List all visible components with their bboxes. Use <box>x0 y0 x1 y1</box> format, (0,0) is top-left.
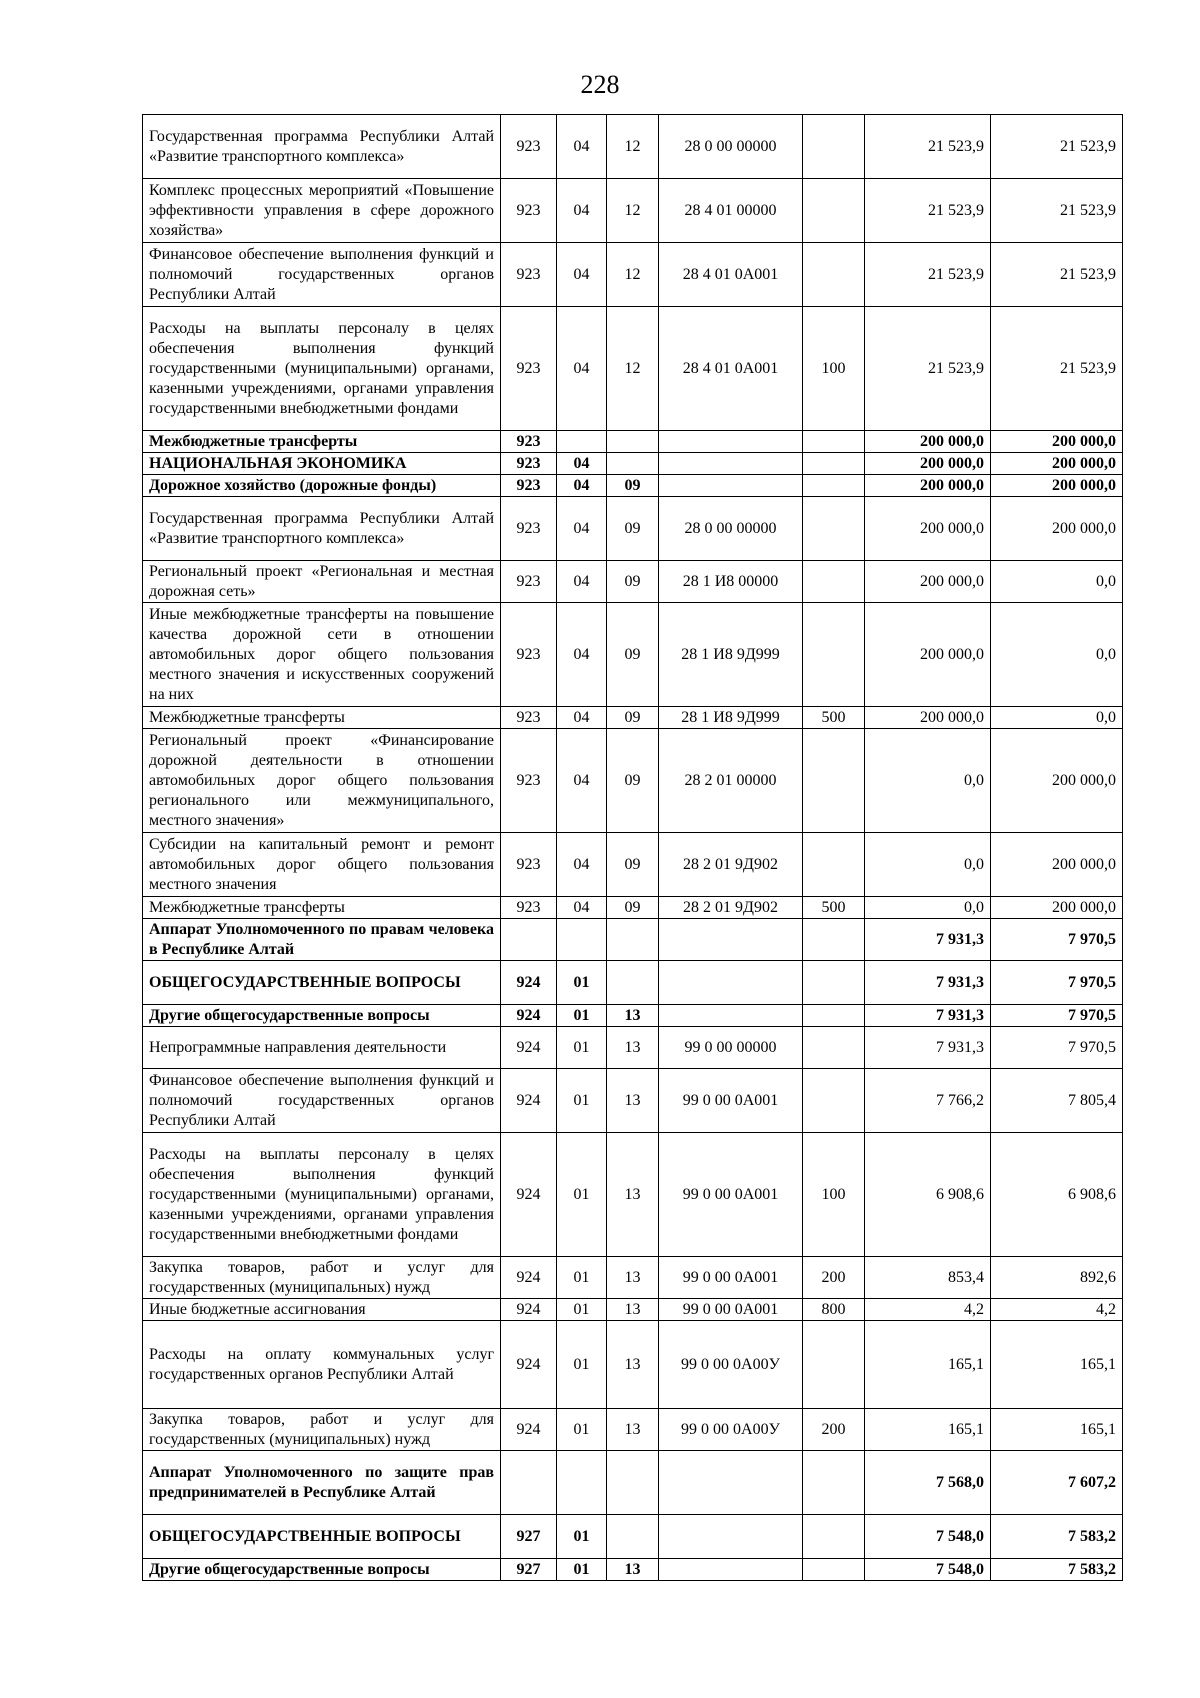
row-name: Другие общегосударственные вопросы <box>143 1559 501 1581</box>
target-article-code: 99 0 00 0А001 <box>659 1069 803 1133</box>
target-article-code: 28 4 01 0А001 <box>659 307 803 431</box>
amount-year-1: 4,2 <box>865 1299 991 1321</box>
target-article-code: 28 2 01 9Д902 <box>659 833 803 897</box>
expense-type-code <box>803 833 865 897</box>
expense-type-code: 200 <box>803 1257 865 1299</box>
section-code: 04 <box>557 497 607 561</box>
ved-code: 924 <box>501 1409 557 1451</box>
table-row <box>143 115 1123 179</box>
table-row <box>143 243 1123 307</box>
table-row <box>143 1299 1123 1321</box>
ved-code: 924 <box>501 1027 557 1069</box>
amount-year-2: 200 000,0 <box>991 453 1123 475</box>
subsection-code: 09 <box>607 475 659 497</box>
ved-code: 923 <box>501 307 557 431</box>
ved-code: 924 <box>501 961 557 1005</box>
target-article-code <box>659 1451 803 1515</box>
budget-table <box>142 114 1123 1581</box>
table-row <box>143 833 1123 897</box>
amount-year-2: 21 523,9 <box>991 115 1123 179</box>
row-name: Региональный проект «Региональная и местная дорожная сеть» <box>143 561 501 603</box>
section-code: 01 <box>557 961 607 1005</box>
ved-code: 923 <box>501 243 557 307</box>
amount-year-2: 21 523,9 <box>991 243 1123 307</box>
section-code: 01 <box>557 1027 607 1069</box>
section-code: 04 <box>557 897 607 919</box>
amount-year-2: 7 583,2 <box>991 1515 1123 1559</box>
amount-year-2: 200 000,0 <box>991 431 1123 453</box>
ved-code: 923 <box>501 897 557 919</box>
amount-year-2: 21 523,9 <box>991 307 1123 431</box>
ved-code <box>501 1451 557 1515</box>
expense-type-code: 100 <box>803 1133 865 1257</box>
subsection-code: 09 <box>607 897 659 919</box>
table-row <box>143 1409 1123 1451</box>
table-row <box>143 179 1123 243</box>
target-article-code: 28 2 01 9Д902 <box>659 897 803 919</box>
expense-type-code: 200 <box>803 1409 865 1451</box>
ved-code: 923 <box>501 833 557 897</box>
amount-year-1: 165,1 <box>865 1321 991 1409</box>
expense-type-code <box>803 1069 865 1133</box>
table-row <box>143 497 1123 561</box>
target-article-code <box>659 1559 803 1581</box>
target-article-code: 28 1 И8 00000 <box>659 561 803 603</box>
amount-year-2: 165,1 <box>991 1321 1123 1409</box>
amount-year-1: 21 523,9 <box>865 115 991 179</box>
subsection-code: 12 <box>607 179 659 243</box>
row-name: Аппарат Уполномоченного по правам человека в Республике Алтай <box>143 919 501 961</box>
section-code <box>557 431 607 453</box>
amount-year-1: 0,0 <box>865 729 991 833</box>
amount-year-1: 7 766,2 <box>865 1069 991 1133</box>
amount-year-1: 7 931,3 <box>865 919 991 961</box>
row-name: Субсидии на капитальный ремонт и ремонт автомобильных дорог общего пользования местного значения <box>143 833 501 897</box>
subsection-code: 09 <box>607 833 659 897</box>
ved-code: 923 <box>501 179 557 243</box>
amount-year-2: 7 970,5 <box>991 1005 1123 1027</box>
amount-year-2: 4,2 <box>991 1299 1123 1321</box>
amount-year-2: 200 000,0 <box>991 729 1123 833</box>
ved-code: 923 <box>501 707 557 729</box>
row-name: Комплекс процессных мероприятий «Повышение эффективности управления в сфере дорожного хозяйства» <box>143 179 501 243</box>
section-code: 04 <box>557 729 607 833</box>
table-row <box>143 1321 1123 1409</box>
amount-year-2: 7 970,5 <box>991 919 1123 961</box>
row-name: Закупка товаров, работ и услуг для государственных (муниципальных) нужд <box>143 1257 501 1299</box>
subsection-code: 13 <box>607 1069 659 1133</box>
section-code: 04 <box>557 707 607 729</box>
amount-year-2: 21 523,9 <box>991 179 1123 243</box>
target-article-code <box>659 453 803 475</box>
ved-code: 923 <box>501 431 557 453</box>
table-row <box>143 475 1123 497</box>
subsection-code: 13 <box>607 1133 659 1257</box>
subsection-code: 09 <box>607 561 659 603</box>
row-name: Межбюджетные трансферты <box>143 897 501 919</box>
ved-code: 923 <box>501 729 557 833</box>
amount-year-2: 0,0 <box>991 707 1123 729</box>
row-name: Расходы на выплаты персоналу в целях обеспечения выполнения функций государственными (муниципальными) органами, казенными учреждениями, органами управления государственными внебюджетными фондами <box>143 1133 501 1257</box>
section-code: 04 <box>557 453 607 475</box>
table-row <box>143 603 1123 707</box>
amount-year-2: 7 970,5 <box>991 1027 1123 1069</box>
table-row <box>143 1515 1123 1559</box>
row-name: ОБЩЕГОСУДАРСТВЕННЫЕ ВОПРОСЫ <box>143 1515 501 1559</box>
expense-type-code <box>803 475 865 497</box>
section-code: 04 <box>557 179 607 243</box>
amount-year-1: 7 568,0 <box>865 1451 991 1515</box>
table-row <box>143 961 1123 1005</box>
table-row <box>143 1559 1123 1581</box>
subsection-code <box>607 1451 659 1515</box>
table-row <box>143 1257 1123 1299</box>
amount-year-1: 7 548,0 <box>865 1559 991 1581</box>
table-row <box>143 1133 1123 1257</box>
subsection-code: 12 <box>607 115 659 179</box>
row-name: ОБЩЕГОСУДАРСТВЕННЫЕ ВОПРОСЫ <box>143 961 501 1005</box>
row-name: Закупка товаров, работ и услуг для государственных (муниципальных) нужд <box>143 1409 501 1451</box>
expense-type-code <box>803 1005 865 1027</box>
section-code: 01 <box>557 1005 607 1027</box>
section-code: 04 <box>557 307 607 431</box>
row-name: Другие общегосударственные вопросы <box>143 1005 501 1027</box>
target-article-code: 28 0 00 00000 <box>659 497 803 561</box>
target-article-code <box>659 475 803 497</box>
table-row <box>143 919 1123 961</box>
amount-year-1: 7 931,3 <box>865 1027 991 1069</box>
target-article-code: 99 0 00 00000 <box>659 1027 803 1069</box>
table-row <box>143 1451 1123 1515</box>
table-row <box>143 307 1123 431</box>
target-article-code: 28 1 И8 9Д999 <box>659 603 803 707</box>
table-row <box>143 707 1123 729</box>
target-article-code <box>659 1005 803 1027</box>
ved-code: 924 <box>501 1069 557 1133</box>
table-row <box>143 431 1123 453</box>
budget-table-body <box>143 115 1123 1581</box>
row-name: Дорожное хозяйство (дорожные фонды) <box>143 475 501 497</box>
subsection-code: 12 <box>607 307 659 431</box>
row-name: Непрограммные направления деятельности <box>143 1027 501 1069</box>
amount-year-1: 200 000,0 <box>865 475 991 497</box>
amount-year-1: 0,0 <box>865 833 991 897</box>
target-article-code <box>659 431 803 453</box>
amount-year-1: 0,0 <box>865 897 991 919</box>
row-name: Расходы на оплату коммунальных услуг государственных органов Республики Алтай <box>143 1321 501 1409</box>
section-code: 04 <box>557 833 607 897</box>
amount-year-2: 7 607,2 <box>991 1451 1123 1515</box>
table-row <box>143 1069 1123 1133</box>
table-row <box>143 897 1123 919</box>
ved-code: 923 <box>501 475 557 497</box>
expense-type-code <box>803 453 865 475</box>
subsection-code: 13 <box>607 1299 659 1321</box>
section-code <box>557 919 607 961</box>
subsection-code <box>607 919 659 961</box>
ved-code <box>501 919 557 961</box>
row-name: Межбюджетные трансферты <box>143 431 501 453</box>
section-code: 04 <box>557 115 607 179</box>
amount-year-2: 0,0 <box>991 603 1123 707</box>
ved-code: 923 <box>501 603 557 707</box>
row-name: Государственная программа Республики Алтай «Развитие транспортного комплекса» <box>143 115 501 179</box>
subsection-code: 09 <box>607 729 659 833</box>
expense-type-code <box>803 243 865 307</box>
row-name: Иные бюджетные ассигнования <box>143 1299 501 1321</box>
ved-code: 924 <box>501 1133 557 1257</box>
expense-type-code <box>803 1559 865 1581</box>
subsection-code: 12 <box>607 243 659 307</box>
target-article-code: 28 0 00 00000 <box>659 115 803 179</box>
expense-type-code <box>803 431 865 453</box>
subsection-code <box>607 961 659 1005</box>
expense-type-code: 500 <box>803 707 865 729</box>
section-code: 01 <box>557 1515 607 1559</box>
amount-year-1: 200 000,0 <box>865 453 991 475</box>
ved-code: 923 <box>501 115 557 179</box>
amount-year-1: 200 000,0 <box>865 431 991 453</box>
amount-year-2: 0,0 <box>991 561 1123 603</box>
amount-year-1: 7 931,3 <box>865 1005 991 1027</box>
ved-code: 923 <box>501 453 557 475</box>
ved-code: 924 <box>501 1321 557 1409</box>
section-code: 04 <box>557 603 607 707</box>
section-code <box>557 1451 607 1515</box>
row-name: НАЦИОНАЛЬНАЯ ЭКОНОМИКА <box>143 453 501 475</box>
subsection-code: 13 <box>607 1027 659 1069</box>
ved-code: 927 <box>501 1515 557 1559</box>
target-article-code: 99 0 00 0А001 <box>659 1133 803 1257</box>
amount-year-1: 21 523,9 <box>865 179 991 243</box>
amount-year-1: 853,4 <box>865 1257 991 1299</box>
ved-code: 927 <box>501 1559 557 1581</box>
section-code: 04 <box>557 561 607 603</box>
subsection-code: 13 <box>607 1559 659 1581</box>
section-code: 04 <box>557 243 607 307</box>
amount-year-2: 200 000,0 <box>991 833 1123 897</box>
section-code: 01 <box>557 1409 607 1451</box>
amount-year-1: 7 931,3 <box>865 961 991 1005</box>
section-code: 01 <box>557 1299 607 1321</box>
expense-type-code <box>803 1321 865 1409</box>
target-article-code: 28 2 01 00000 <box>659 729 803 833</box>
row-name: Финансовое обеспечение выполнения функций и полномочий государственных органов Республики Алтай <box>143 243 501 307</box>
subsection-code: 13 <box>607 1321 659 1409</box>
section-code: 01 <box>557 1321 607 1409</box>
target-article-code <box>659 961 803 1005</box>
amount-year-2: 165,1 <box>991 1409 1123 1451</box>
amount-year-2: 200 000,0 <box>991 497 1123 561</box>
row-name: Финансовое обеспечение выполнения функций и полномочий государственных органов Республики Алтай <box>143 1069 501 1133</box>
section-code: 01 <box>557 1257 607 1299</box>
table-row <box>143 1005 1123 1027</box>
amount-year-2: 6 908,6 <box>991 1133 1123 1257</box>
table-row <box>143 561 1123 603</box>
amount-year-1: 7 548,0 <box>865 1515 991 1559</box>
row-name: Государственная программа Республики Алтай «Развитие транспортного комплекса» <box>143 497 501 561</box>
subsection-code: 09 <box>607 603 659 707</box>
table-row <box>143 453 1123 475</box>
target-article-code: 99 0 00 0А00У <box>659 1409 803 1451</box>
expense-type-code <box>803 919 865 961</box>
amount-year-1: 165,1 <box>865 1409 991 1451</box>
subsection-code <box>607 431 659 453</box>
expense-type-code <box>803 561 865 603</box>
section-code: 04 <box>557 475 607 497</box>
ved-code: 924 <box>501 1257 557 1299</box>
amount-year-2: 7 805,4 <box>991 1069 1123 1133</box>
amount-year-1: 21 523,9 <box>865 307 991 431</box>
subsection-code: 09 <box>607 707 659 729</box>
ved-code: 924 <box>501 1005 557 1027</box>
subsection-code: 13 <box>607 1409 659 1451</box>
expense-type-code <box>803 729 865 833</box>
subsection-code <box>607 453 659 475</box>
row-name: Аппарат Уполномоченного по защите прав предпринимателей в Республике Алтай <box>143 1451 501 1515</box>
table-row <box>143 729 1123 833</box>
target-article-code <box>659 919 803 961</box>
expense-type-code <box>803 1027 865 1069</box>
row-name: Региональный проект «Финансирование дорожной деятельности в отношении автомобильных дорог общего пользования регионального или межмуниципального, местного значения» <box>143 729 501 833</box>
target-article-code: 99 0 00 0А00У <box>659 1321 803 1409</box>
amount-year-1: 200 000,0 <box>865 603 991 707</box>
subsection-code <box>607 1515 659 1559</box>
target-article-code: 99 0 00 0А001 <box>659 1257 803 1299</box>
expense-type-code <box>803 603 865 707</box>
row-name: Расходы на выплаты персоналу в целях обеспечения выполнения функций государственными (муниципальными) органами, казенными учреждениями, органами управления государственными внебюджетными фондами <box>143 307 501 431</box>
amount-year-2: 200 000,0 <box>991 475 1123 497</box>
expense-type-code <box>803 1515 865 1559</box>
target-article-code: 28 1 И8 9Д999 <box>659 707 803 729</box>
section-code: 01 <box>557 1069 607 1133</box>
row-name: Иные межбюджетные трансферты на повышение качества дорожной сети в отношении автомобильных дорог общего пользования местного значения и искусственных сооружений на них <box>143 603 501 707</box>
amount-year-1: 200 000,0 <box>865 497 991 561</box>
page-number: 228 <box>580 70 620 99</box>
expense-type-code: 800 <box>803 1299 865 1321</box>
target-article-code: 28 4 01 0А001 <box>659 243 803 307</box>
subsection-code: 13 <box>607 1005 659 1027</box>
section-code: 01 <box>557 1133 607 1257</box>
expense-type-code <box>803 497 865 561</box>
amount-year-2: 7 583,2 <box>991 1559 1123 1581</box>
subsection-code: 09 <box>607 497 659 561</box>
amount-year-1: 200 000,0 <box>865 707 991 729</box>
section-code: 01 <box>557 1559 607 1581</box>
target-article-code <box>659 1515 803 1559</box>
amount-year-2: 892,6 <box>991 1257 1123 1299</box>
amount-year-1: 6 908,6 <box>865 1133 991 1257</box>
expense-type-code: 500 <box>803 897 865 919</box>
amount-year-2: 200 000,0 <box>991 897 1123 919</box>
expense-type-code: 100 <box>803 307 865 431</box>
ved-code: 923 <box>501 497 557 561</box>
expense-type-code <box>803 179 865 243</box>
table-row <box>143 1027 1123 1069</box>
ved-code: 924 <box>501 1299 557 1321</box>
ved-code: 923 <box>501 561 557 603</box>
subsection-code: 13 <box>607 1257 659 1299</box>
expense-type-code <box>803 1451 865 1515</box>
target-article-code: 28 4 01 00000 <box>659 179 803 243</box>
expense-type-code <box>803 961 865 1005</box>
row-name: Межбюджетные трансферты <box>143 707 501 729</box>
amount-year-1: 200 000,0 <box>865 561 991 603</box>
amount-year-2: 7 970,5 <box>991 961 1123 1005</box>
target-article-code: 99 0 00 0А001 <box>659 1299 803 1321</box>
amount-year-1: 21 523,9 <box>865 243 991 307</box>
expense-type-code <box>803 115 865 179</box>
